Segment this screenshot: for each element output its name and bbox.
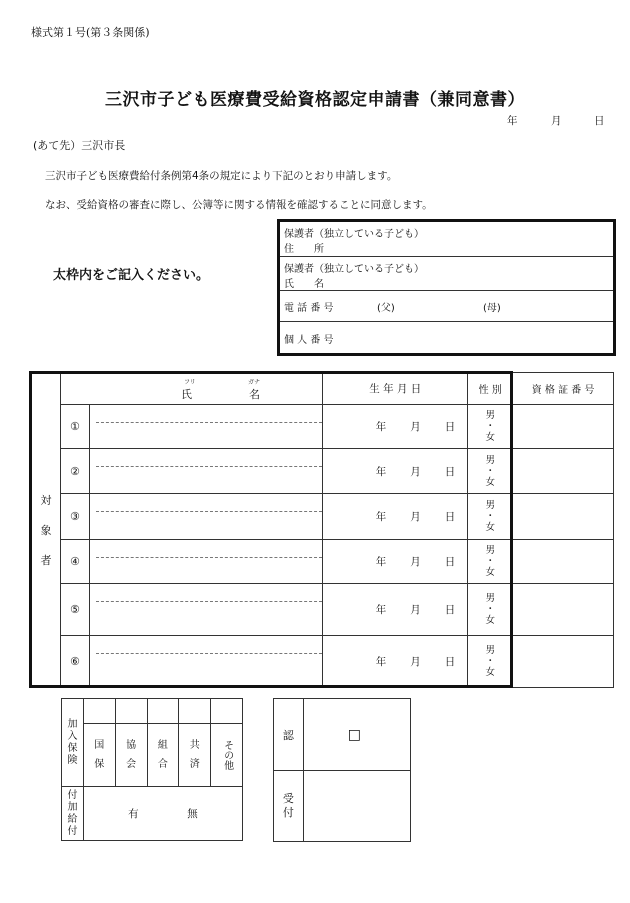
name-cell[interactable] xyxy=(89,584,322,636)
birth-cell[interactable] xyxy=(323,636,468,688)
address-label: 住 所 xyxy=(284,244,324,255)
birth-header: 生 年 月 日 xyxy=(323,373,468,405)
gender-cell[interactable] xyxy=(468,636,513,688)
divider xyxy=(280,321,613,322)
row-year: 年 xyxy=(375,556,387,568)
insurance-option-kumiai[interactable] xyxy=(147,724,179,787)
extra-label-char: 加 xyxy=(67,801,78,813)
insurance-option-kyokai[interactable] xyxy=(115,724,147,787)
insurance-table xyxy=(61,698,243,841)
row-month: 月 xyxy=(410,656,421,668)
gender-cell[interactable] xyxy=(468,405,513,449)
gender-cell[interactable] xyxy=(468,449,513,494)
name-cell[interactable] xyxy=(89,449,322,494)
gender-male[interactable]: 男 xyxy=(485,500,495,511)
subject-row xyxy=(32,494,614,540)
name-header-right: 名 xyxy=(248,388,260,401)
row-year: 年 xyxy=(375,511,387,523)
approve-label: 認 xyxy=(274,699,304,771)
insurance-option-kokuho[interactable] xyxy=(83,724,115,787)
option-char: 保 xyxy=(94,759,105,770)
row-day: 日 xyxy=(444,604,456,616)
row-year: 年 xyxy=(375,421,387,433)
insurance-check-cell[interactable] xyxy=(147,699,179,724)
subjects-table xyxy=(31,372,614,688)
name-cell[interactable] xyxy=(89,636,322,688)
name-header xyxy=(60,373,322,405)
gender-male[interactable]: 男 xyxy=(485,645,495,656)
insurance-label-char: 加 xyxy=(67,718,78,730)
birth-cell[interactable] xyxy=(323,494,468,540)
insurance-check-cell[interactable] xyxy=(83,699,115,724)
receipt-label xyxy=(274,771,304,842)
gender-female[interactable]: 女 xyxy=(485,432,495,443)
side-char: 象 xyxy=(40,524,52,537)
name-cell[interactable] xyxy=(89,494,322,540)
gender-male[interactable]: 男 xyxy=(485,593,495,604)
side-char: 対 xyxy=(40,494,52,507)
row-day: 日 xyxy=(444,656,456,668)
receipt-char: 付 xyxy=(282,806,294,819)
insurance-label-char: 険 xyxy=(67,754,78,766)
option-char: 協 xyxy=(126,740,137,751)
option-char: 共 xyxy=(189,740,200,751)
gender-female[interactable]: 女 xyxy=(485,667,495,678)
row-number: ② xyxy=(60,449,89,494)
name-header-left: 氏 xyxy=(180,388,192,401)
insurance-check-cell[interactable] xyxy=(211,699,243,724)
addressee: (あて先）三沢市長 xyxy=(33,139,126,152)
gender-dot: ・ xyxy=(485,604,495,615)
divider xyxy=(280,290,613,291)
row-number: ① xyxy=(60,405,89,449)
insurance-label-char: 保 xyxy=(67,742,78,754)
side-char: 者 xyxy=(40,554,52,567)
gender-male[interactable]: 男 xyxy=(485,454,495,466)
row-number: ⑥ xyxy=(60,636,89,688)
subject-row xyxy=(32,405,614,449)
row-month: 月 xyxy=(410,511,421,523)
page-title: 三沢市子ども医療費受給資格認定申請書（兼同意書） xyxy=(105,90,525,110)
phone-mother: (母) xyxy=(483,303,501,314)
form-number: 様式第１号(第３条関係) xyxy=(31,26,150,39)
extra-no[interactable]: 無 xyxy=(187,808,198,820)
row-number: ④ xyxy=(60,540,89,584)
instruction-text: 太枠内をご記入ください。 xyxy=(53,268,210,283)
birth-cell[interactable] xyxy=(323,584,468,636)
row-month: 月 xyxy=(410,421,421,433)
cert-cell[interactable] xyxy=(513,636,614,688)
date-day: 日 xyxy=(594,115,605,127)
row-number: ③ xyxy=(60,494,89,540)
gender-dot: ・ xyxy=(485,511,495,522)
receipt-char: 受 xyxy=(282,792,294,805)
extra-label-char: 給 xyxy=(67,813,78,825)
row-month: 月 xyxy=(410,604,421,616)
option-char: 組 xyxy=(157,740,168,751)
subject-row xyxy=(32,449,614,494)
extra-yes[interactable]: 有 xyxy=(128,808,139,820)
gender-dot: ・ xyxy=(485,421,495,432)
gender-male[interactable]: 男 xyxy=(485,545,495,556)
row-number: ⑤ xyxy=(60,584,89,636)
row-day: 日 xyxy=(444,465,456,478)
insurance-option-other[interactable] xyxy=(211,724,243,787)
phone-father: (父) xyxy=(377,303,395,314)
phone-label: 電 話 番 号 xyxy=(284,303,334,314)
insurance-option-kyosai[interactable] xyxy=(179,724,211,787)
cert-cell[interactable] xyxy=(513,494,614,540)
body-text-line2: なお、受給資格の審査に際し、公簿等に関する情報を確認することに同意します。 xyxy=(45,199,433,211)
extra-label-char: 付 xyxy=(67,789,78,801)
cert-cell[interactable] xyxy=(513,584,614,636)
gender-male[interactable]: 男 xyxy=(485,410,495,421)
birth-cell[interactable] xyxy=(323,540,468,584)
row-month: 月 xyxy=(410,556,421,568)
name-label-top: 保護者（独立している子ども） xyxy=(284,264,424,275)
furigana-left: フリ xyxy=(183,379,196,386)
gender-cell[interactable] xyxy=(468,494,513,540)
gender-female[interactable]: 女 xyxy=(485,522,495,533)
date-month: 月 xyxy=(551,115,562,127)
insurance-label-char: 入 xyxy=(67,730,78,742)
name-label: 氏 名 xyxy=(284,279,324,290)
row-day: 日 xyxy=(444,511,456,523)
cert-cell[interactable] xyxy=(513,540,614,584)
option-char: 済 xyxy=(189,759,200,770)
gender-dot: ・ xyxy=(485,465,495,477)
extra-benefit-label xyxy=(62,787,84,841)
subjects-side-label xyxy=(32,373,61,688)
gender-female[interactable]: 女 xyxy=(485,567,495,578)
approve-checkbox[interactable]: □ xyxy=(347,726,361,743)
insurance-check-cell[interactable] xyxy=(179,699,211,724)
name-cell[interactable] xyxy=(89,540,322,584)
date-year: 年 xyxy=(507,115,518,127)
address-field[interactable] xyxy=(600,226,608,252)
option-other-text: その他 xyxy=(221,740,233,770)
cert-cell[interactable] xyxy=(513,449,614,494)
option-char: 会 xyxy=(126,759,137,770)
id-label: 個 人 番 号 xyxy=(284,335,334,346)
office-use-table xyxy=(273,698,411,842)
furigana-right: ガナ xyxy=(247,379,260,386)
extra-benefit-options xyxy=(83,787,242,841)
extra-label-char: 付 xyxy=(67,825,78,837)
name-cell[interactable] xyxy=(89,405,322,449)
subject-row xyxy=(32,584,614,636)
insurance-label xyxy=(62,699,84,787)
subject-row xyxy=(32,636,614,688)
gender-female[interactable]: 女 xyxy=(485,476,495,488)
row-day: 日 xyxy=(444,421,456,433)
row-day: 日 xyxy=(444,556,456,568)
gender-cell[interactable] xyxy=(468,540,513,584)
option-char: 合 xyxy=(157,759,168,770)
address-label-top: 保護者（独立している子ども） xyxy=(284,229,424,240)
body-text-line1: 三沢市子ども医療費給付条例第4条の規定により下記のとおり申請します。 xyxy=(45,170,398,182)
gender-dot: ・ xyxy=(485,656,495,667)
subject-row xyxy=(32,540,614,584)
row-month: 月 xyxy=(410,465,421,478)
row-year: 年 xyxy=(375,465,387,478)
birth-cell[interactable] xyxy=(323,449,468,494)
approve-cell[interactable] xyxy=(303,699,410,771)
row-year: 年 xyxy=(375,604,387,616)
row-year: 年 xyxy=(375,656,387,668)
cert-cell[interactable] xyxy=(513,405,614,449)
gender-female[interactable]: 女 xyxy=(485,615,495,626)
gender-header: 性 別 xyxy=(468,373,513,405)
insurance-check-cell[interactable] xyxy=(115,699,147,724)
cert-header: 資 格 証 番 号 xyxy=(513,373,614,405)
receipt-cell[interactable] xyxy=(303,771,410,842)
divider xyxy=(280,256,613,257)
option-char: 国 xyxy=(94,740,105,751)
gender-dot: ・ xyxy=(485,556,495,567)
gender-cell[interactable] xyxy=(468,584,513,636)
birth-cell[interactable] xyxy=(323,405,468,449)
